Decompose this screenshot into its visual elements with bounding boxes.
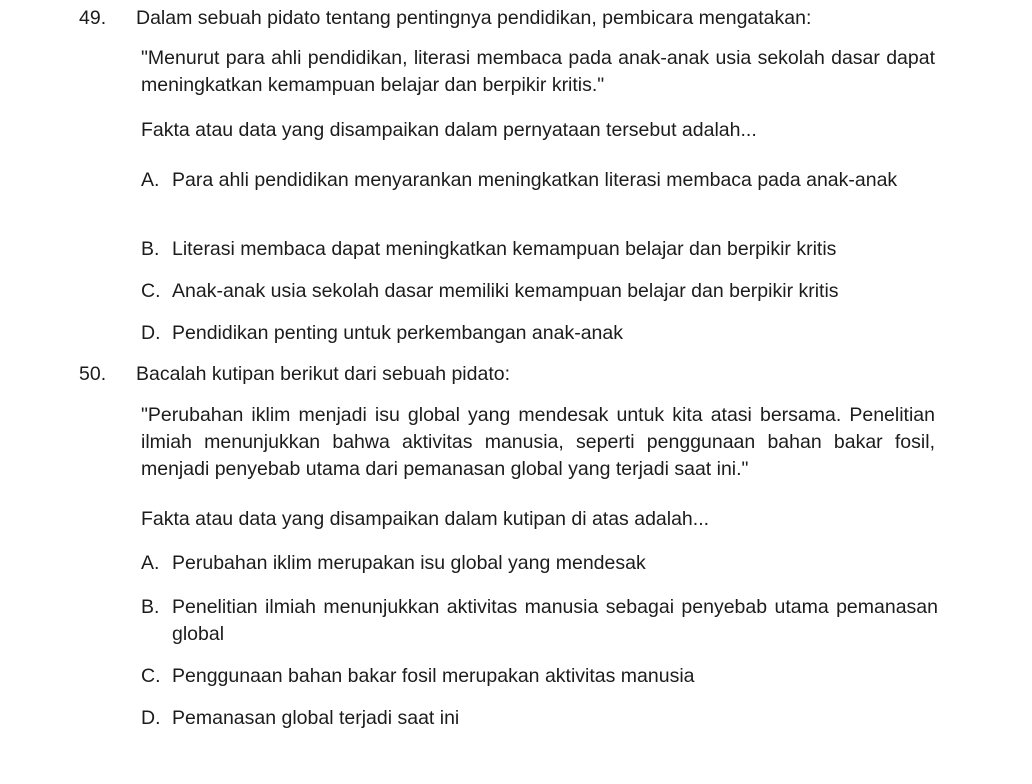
question-50-option-b[interactable] [141,594,938,648]
option-text: Para ahli pendidikan menyarankan meningkatkan literasi membaca pada anak-anak [172,169,898,191]
option-text: Pendidikan penting untuk perkembangan anak-anak [172,322,623,344]
question-49-question: Fakta atau data yang disampaikan dalam pernyataan tersebut adalah... [141,119,757,141]
option-letter: C. [141,665,161,687]
question-49-option-d[interactable] [141,320,938,347]
question-49-heading [79,7,811,30]
option-text: Pemanasan global terjadi saat ini [172,707,460,729]
option-text: Penggunaan bahan bakar fosil merupakan aktivitas manusia [172,665,695,687]
question-49-quote: "Menurut para ahli pendidikan, literasi membaca pada anak-anak usia sekolah dasar dapat meningkatkan kemampuan belajar dan berpikir kritis." [141,47,935,96]
question-49-option-c[interactable] [141,278,938,305]
option-letter: A. [141,169,160,191]
question-50-option-a[interactable] [141,550,938,577]
question-50-heading [79,363,510,386]
option-text: Literasi membaca dapat meningkatkan kemampuan belajar dan berpikir kritis [172,238,837,260]
question-prompt: Bacalah kutipan berikut dari sebuah pidato: [136,363,511,385]
option-text: Penelitian ilmiah menunjukkan aktivitas manusia sebagai penyebab utama pemanasan global [172,596,938,645]
option-letter: D. [141,707,161,729]
question-50-question: Fakta atau data yang disampaikan dalam kutipan di atas adalah... [141,508,710,530]
option-text: Anak-anak usia sekolah dasar memiliki kemampuan belajar dan berpikir kritis [172,280,839,302]
option-letter: C. [141,280,161,302]
question-50-quote: "Perubahan iklim menjadi isu global yang mendesak untuk kita atasi bersama. Penelitian ilmiah menunjukkan bahwa aktivitas manusia, seperti penggunaan bahan bakar fosil, menjadi penyebab utama dari pemanasan global yang terjadi saat ini." [141,404,935,480]
question-50-option-d[interactable] [141,705,938,732]
question-50-option-c[interactable] [141,663,938,690]
question-49-option-b[interactable] [141,236,938,263]
question-prompt: Dalam sebuah pidato tentang pentingnya pendidikan, pembicara mengatakan: [136,7,812,29]
option-text: Perubahan iklim merupakan isu global yang mendesak [172,552,646,574]
question-49-option-a[interactable] [141,167,938,194]
question-number: 50. [79,363,107,385]
question-number: 49. [79,7,107,29]
option-letter: D. [141,322,161,344]
option-letter: A. [141,552,160,574]
option-letter: B. [141,596,160,618]
option-letter: B. [141,238,160,260]
